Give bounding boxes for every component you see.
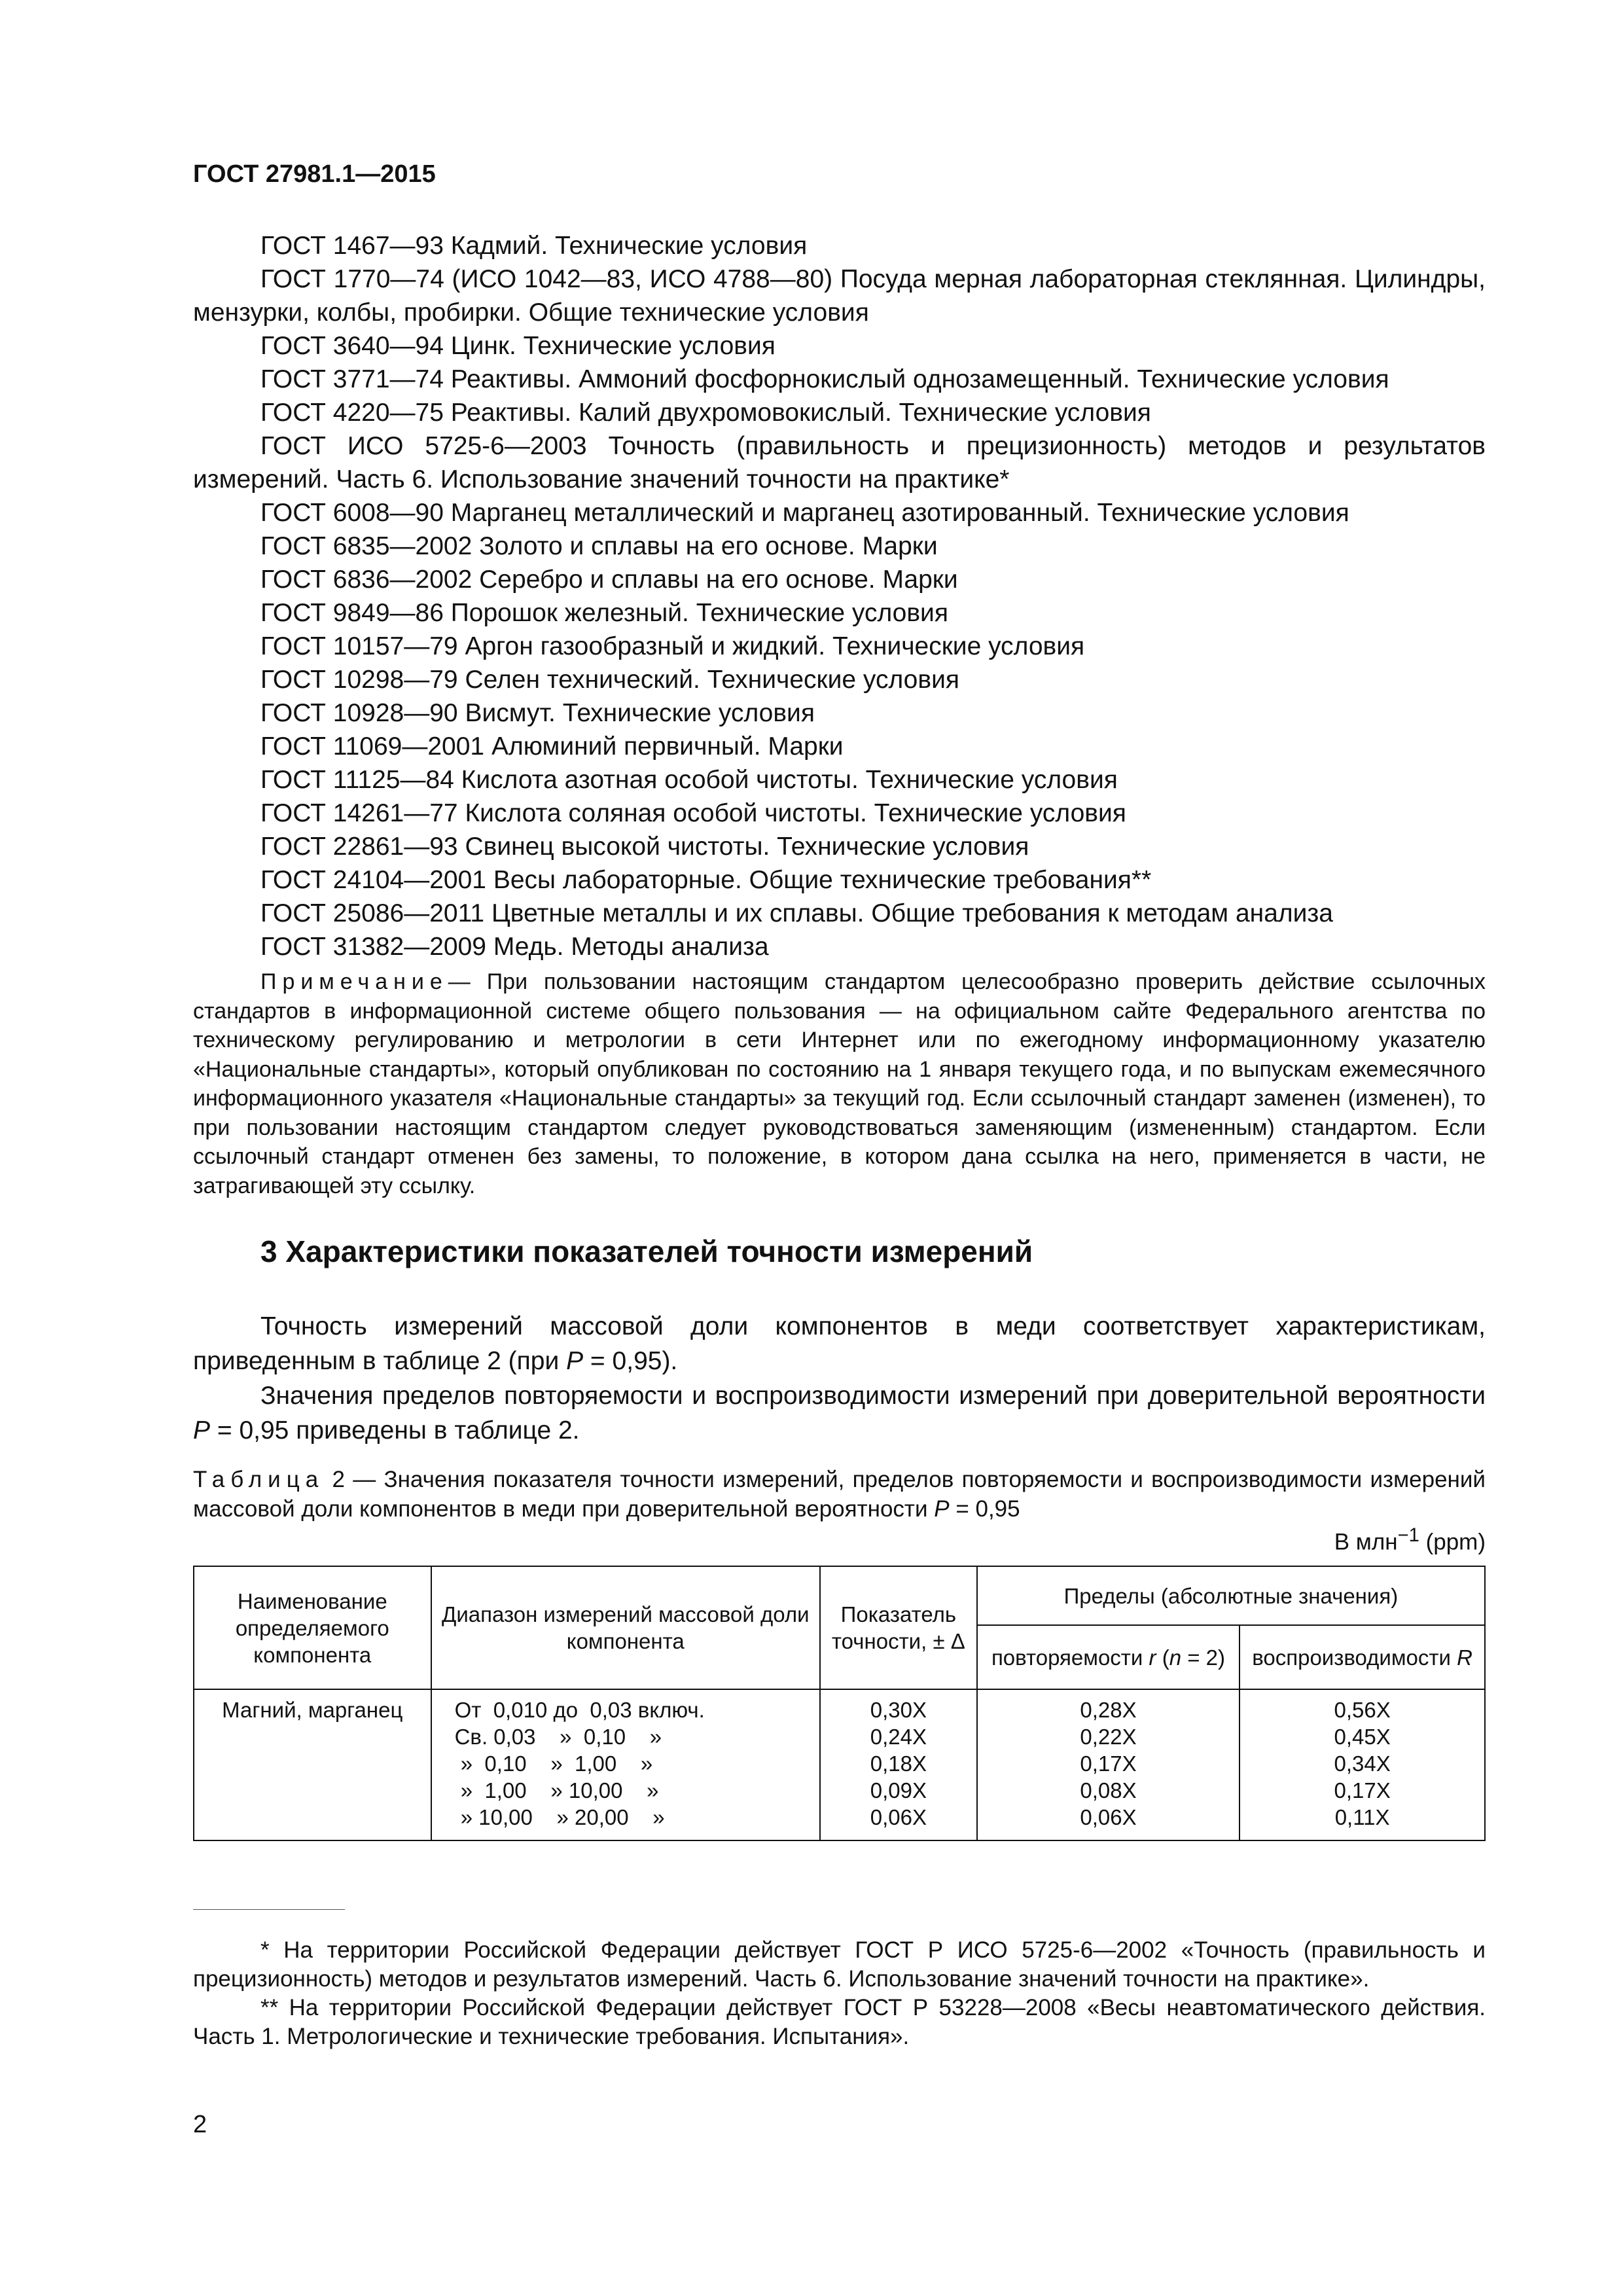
reference-item: ГОСТ 6835—2002 Золото и сплавы на его основе. Марки xyxy=(260,532,938,560)
reference-item: ГОСТ 3640—94 Цинк. Технические условия xyxy=(260,332,776,360)
cell-component: Магний, марганец xyxy=(194,1689,431,1840)
header-text: = 2) xyxy=(1181,1645,1226,1670)
reproducibility-value: 0,45X xyxy=(1334,1725,1391,1749)
table-row xyxy=(194,1689,1485,1840)
variable: P xyxy=(193,1416,211,1444)
header-text: ( xyxy=(1156,1645,1169,1670)
footnotes xyxy=(193,1936,1486,2051)
footnote-divider xyxy=(193,1909,345,1910)
header-reproducibility xyxy=(1240,1625,1485,1689)
range-line: » 10,00 » 20,00 » xyxy=(454,1805,665,1829)
range-line: Св. 0,03 » 0,10 » xyxy=(454,1725,662,1749)
reference-item: ГОСТ 6008—90 Марганец металлический и марганец азотированный. Технические условия xyxy=(260,499,1349,527)
note-paragraph xyxy=(193,967,1486,1200)
paragraph-text: Точность измерений массовой доли компонентов в меди соответствует характеристикам, приведенным в таблице 2 (при xyxy=(193,1312,1486,1375)
reference-item: ГОСТ 1467—93 Кадмий. Технические условия xyxy=(260,232,808,260)
reference-item: ГОСТ 11125—84 Кислота азотная особой чистоты. Технические условия xyxy=(260,766,1118,794)
variable: r xyxy=(1149,1645,1156,1670)
range-line: От 0,010 до 0,03 включ. xyxy=(454,1698,705,1722)
reference-item: ГОСТ 3771—74 Реактивы. Аммоний фосфорнокислый однозамещенный. Технические условия xyxy=(260,365,1389,393)
table-units xyxy=(1334,1525,1486,1556)
note-label: Примечание xyxy=(260,969,448,994)
reference-item: ГОСТ 11069—2001 Алюминий первичный. Марки xyxy=(260,732,844,761)
header-limits: Пределы (абсолютные значения) xyxy=(977,1566,1485,1625)
paragraph xyxy=(193,1309,1486,1378)
repeatability-value: 0,28X xyxy=(1080,1698,1137,1722)
repeatability-value: 0,22X xyxy=(1080,1725,1137,1749)
reference-item: ГОСТ 25086—2011 Цветные металлы и их сплавы. Общие требования к методам анализа xyxy=(260,899,1333,927)
reference-item: ГОСТ 1770—74 (ИСО 1042—83, ИСО 4788—80) Посуда мерная лабораторная стеклянная. Цилиндры, мензурки, колбы, пробирки. Общие технические условия xyxy=(193,265,1486,327)
section-title: 3 Характеристики показателей точности измерений xyxy=(260,1234,1033,1268)
header-accuracy: Показатель точности, ± Δ xyxy=(820,1566,977,1689)
cell-reproducibility xyxy=(1240,1689,1485,1840)
table-caption-text: = 0,95 xyxy=(949,1496,1020,1522)
page-number: 2 xyxy=(193,2111,207,2138)
header-repeatability xyxy=(977,1625,1240,1689)
header-text: повторяемости xyxy=(991,1645,1149,1670)
cell-repeatability xyxy=(977,1689,1240,1840)
repeatability-value: 0,06X xyxy=(1080,1805,1137,1829)
accuracy-value: 0,09X xyxy=(870,1778,927,1803)
reference-item: ГОСТ 22861—93 Свинец высокой чистоты. Технические условия xyxy=(260,833,1029,861)
header-component: Наименование определяемого компонента xyxy=(194,1566,431,1689)
reproducibility-value: 0,17X xyxy=(1334,1778,1391,1803)
header-range: Диапазон измерений массовой доли компонента xyxy=(431,1566,820,1689)
section-body xyxy=(193,1309,1486,1448)
document-header: ГОСТ 27981.1—2015 xyxy=(193,160,436,188)
variable: R xyxy=(1457,1645,1472,1670)
table-caption xyxy=(193,1465,1486,1524)
units-text: В млн xyxy=(1334,1529,1398,1555)
units-text: (ppm) xyxy=(1419,1529,1486,1555)
reference-item: ГОСТ 14261—77 Кислота соляная особой чистоты. Технические условия xyxy=(260,799,1126,827)
variable: n xyxy=(1169,1645,1182,1670)
accuracy-value: 0,06X xyxy=(870,1805,927,1829)
table-caption-text: 2 — Значения показателя точности измерений, пределов повторяемости и воспроизводимости измерений массовой доли компонентов в меди при доверительной вероятности xyxy=(193,1467,1486,1522)
reference-item: ГОСТ 4220—75 Реактивы. Калий двухромовокислый. Технические условия xyxy=(260,399,1151,427)
repeatability-value: 0,17X xyxy=(1080,1751,1137,1776)
paragraph-text: = 0,95 приведены в таблице 2. xyxy=(210,1416,580,1444)
footnote: * На территории Российской Федерации действует ГОСТ Р ИСО 5725-6—2002 «Точность (правильность и прецизионность) методов и результатов измерений. Часть 6. Использование значений точности на практике». xyxy=(193,1937,1486,1992)
paragraph xyxy=(193,1378,1486,1448)
reference-item: ГОСТ 31382—2009 Медь. Методы анализа xyxy=(260,933,769,961)
accuracy-value: 0,18X xyxy=(870,1751,927,1776)
repeatability-value: 0,08X xyxy=(1080,1778,1137,1803)
accuracy-value: 0,24X xyxy=(870,1725,927,1749)
paragraph-text: = 0,95). xyxy=(583,1347,678,1375)
variable: P xyxy=(934,1496,950,1522)
table-caption-label: Таблица xyxy=(193,1467,325,1492)
reference-item: ГОСТ 10157—79 Аргон газообразный и жидкий. Технические условия xyxy=(260,632,1085,660)
reproducibility-value: 0,11X xyxy=(1334,1805,1390,1829)
precision-table xyxy=(193,1566,1486,1841)
reference-item: ГОСТ ИСО 5725-6—2003 Точность (правильность и прецизионность) методов и результатов измерений. Часть 6. Использование значений точности на практике* xyxy=(193,432,1486,493)
reference-item: ГОСТ 10928—90 Висмут. Технические условия xyxy=(260,699,815,727)
footnote: ** На территории Российской Федерации действует ГОСТ Р 53228—2008 «Весы неавтоматического действия. Часть 1. Метрологические и технические требования. Испытания». xyxy=(193,1995,1486,2049)
references-list xyxy=(193,229,1486,963)
units-superscript: −1 xyxy=(1397,1525,1419,1546)
cell-accuracy xyxy=(820,1689,977,1840)
accuracy-value: 0,30X xyxy=(870,1698,927,1722)
variable: P xyxy=(566,1347,584,1375)
reproducibility-value: 0,56X xyxy=(1334,1698,1391,1722)
cell-ranges xyxy=(431,1689,820,1840)
reference-item: ГОСТ 10298—79 Селен технический. Технические условия xyxy=(260,666,959,694)
reference-item: ГОСТ 9849—86 Порошок железный. Технические условия xyxy=(260,599,948,627)
range-line: » 0,10 » 1,00 » xyxy=(454,1751,653,1776)
paragraph-text: Значения пределов повторяемости и воспроизводимости измерений при доверительной вероятности xyxy=(260,1382,1486,1410)
header-text: воспроизводимости xyxy=(1252,1645,1457,1670)
note-text: — При пользовании настоящим стандартом целесообразно проверить действие ссылочных стандартов в информационной системе общего пользования — на официальном сайте Федерального агентства по техническому регулированию и метрологии в сети Интернет или по ежегодному информационному указателю «Национальные стандарты», который опубликован по состоянию на 1 января текущего года, и по выпускам ежемесячного информационного указателя «Национальные стандарты» за текущий год. Если ссылочный стандарт заменен (изменен), то при пользовании настоящим стандартом следует руководствоваться заменяющим (измененным) стандартом. Если ссылочный стандарт отменен без замены, то положение, в котором дана ссылка на него, применяется в части, не затрагивающей эту ссылку. xyxy=(193,969,1486,1198)
reference-item: ГОСТ 24104—2001 Весы лабораторные. Общие технические требования** xyxy=(260,866,1152,894)
reference-item: ГОСТ 6836—2002 Серебро и сплавы на его основе. Марки xyxy=(260,565,958,594)
reproducibility-value: 0,34X xyxy=(1334,1751,1391,1776)
range-line: » 1,00 » 10,00 » xyxy=(454,1778,659,1803)
